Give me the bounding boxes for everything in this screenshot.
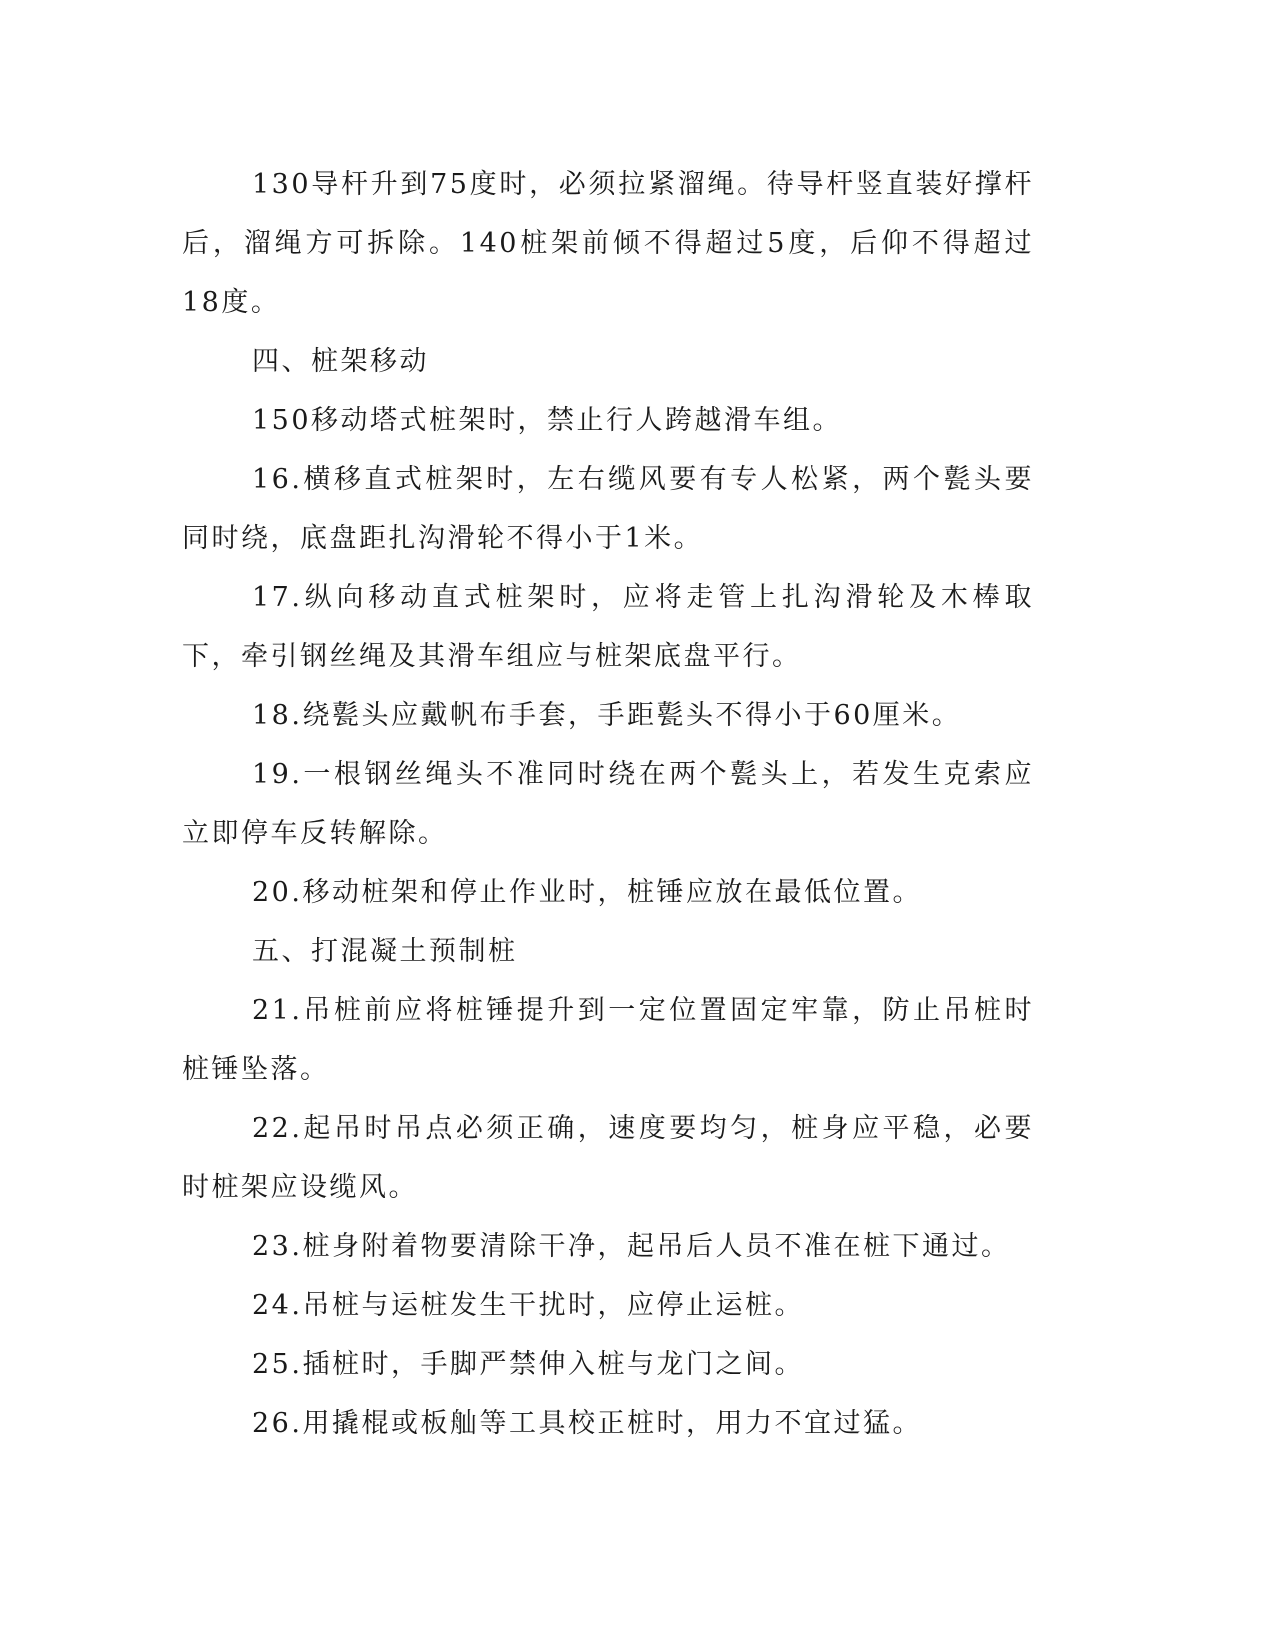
paragraph-24: 24.吊桩与运桩发生干扰时，应停止运桩。 (252, 1290, 804, 1321)
paragraph-150: 150移动塔式桩架时，禁止行人跨越滑车组。 (252, 405, 843, 436)
paragraph-17: 17.纵向移动直式桩架时，应将走管上扎沟滑轮及木棒取下，牵引钢丝绳及其滑车组应与桩架底盘平行。 (182, 582, 1034, 672)
paragraph-16: 16.横移直式桩架时，左右缆风要有专人松紧，两个甏头要同时绕，底盘距扎沟滑轮不得小于1米。 (182, 464, 1034, 554)
paragraph-22: 22.起吊时吊点必须正确，速度要均匀，桩身应平稳，必要时桩架应设缆风。 (182, 1113, 1034, 1203)
paragraph-guide-rod-raising: 130导杆升到75度时，必须拉紧溜绳。待导杆竖直装好撑杆后，溜绳方可拆除。140桩架前倾不得超过5度，后仰不得超过18度。 (182, 169, 1034, 318)
paragraph-18: 18.绕甏头应戴帆布手套，手距甏头不得小于60厘米。 (252, 700, 962, 731)
paragraph-20: 20.移动桩架和停止作业时，桩锤应放在最低位置。 (252, 877, 922, 908)
section-heading-pile-frame-moving: 四、桩架移动 (252, 346, 429, 377)
paragraph-25: 25.插桩时，手脚严禁伸入桩与龙门之间。 (252, 1349, 804, 1380)
paragraph-19: 19.一根钢丝绳头不准同时绕在两个甏头上，若发生克索应立即停车反转解除。 (182, 759, 1034, 849)
paragraph-26: 26.用撬棍或板舢等工具校正桩时，用力不宜过猛。 (252, 1408, 922, 1439)
paragraph-23: 23.桩身附着物要清除干净，起吊后人员不准在桩下通过。 (252, 1231, 1011, 1262)
paragraph-21: 21.吊桩前应将桩锤提升到一定位置固定牢靠，防止吊桩时桩锤坠落。 (182, 995, 1034, 1085)
section-heading-concrete-precast-pile: 五、打混凝土预制桩 (252, 936, 518, 967)
document-body (182, 155, 1034, 1453)
